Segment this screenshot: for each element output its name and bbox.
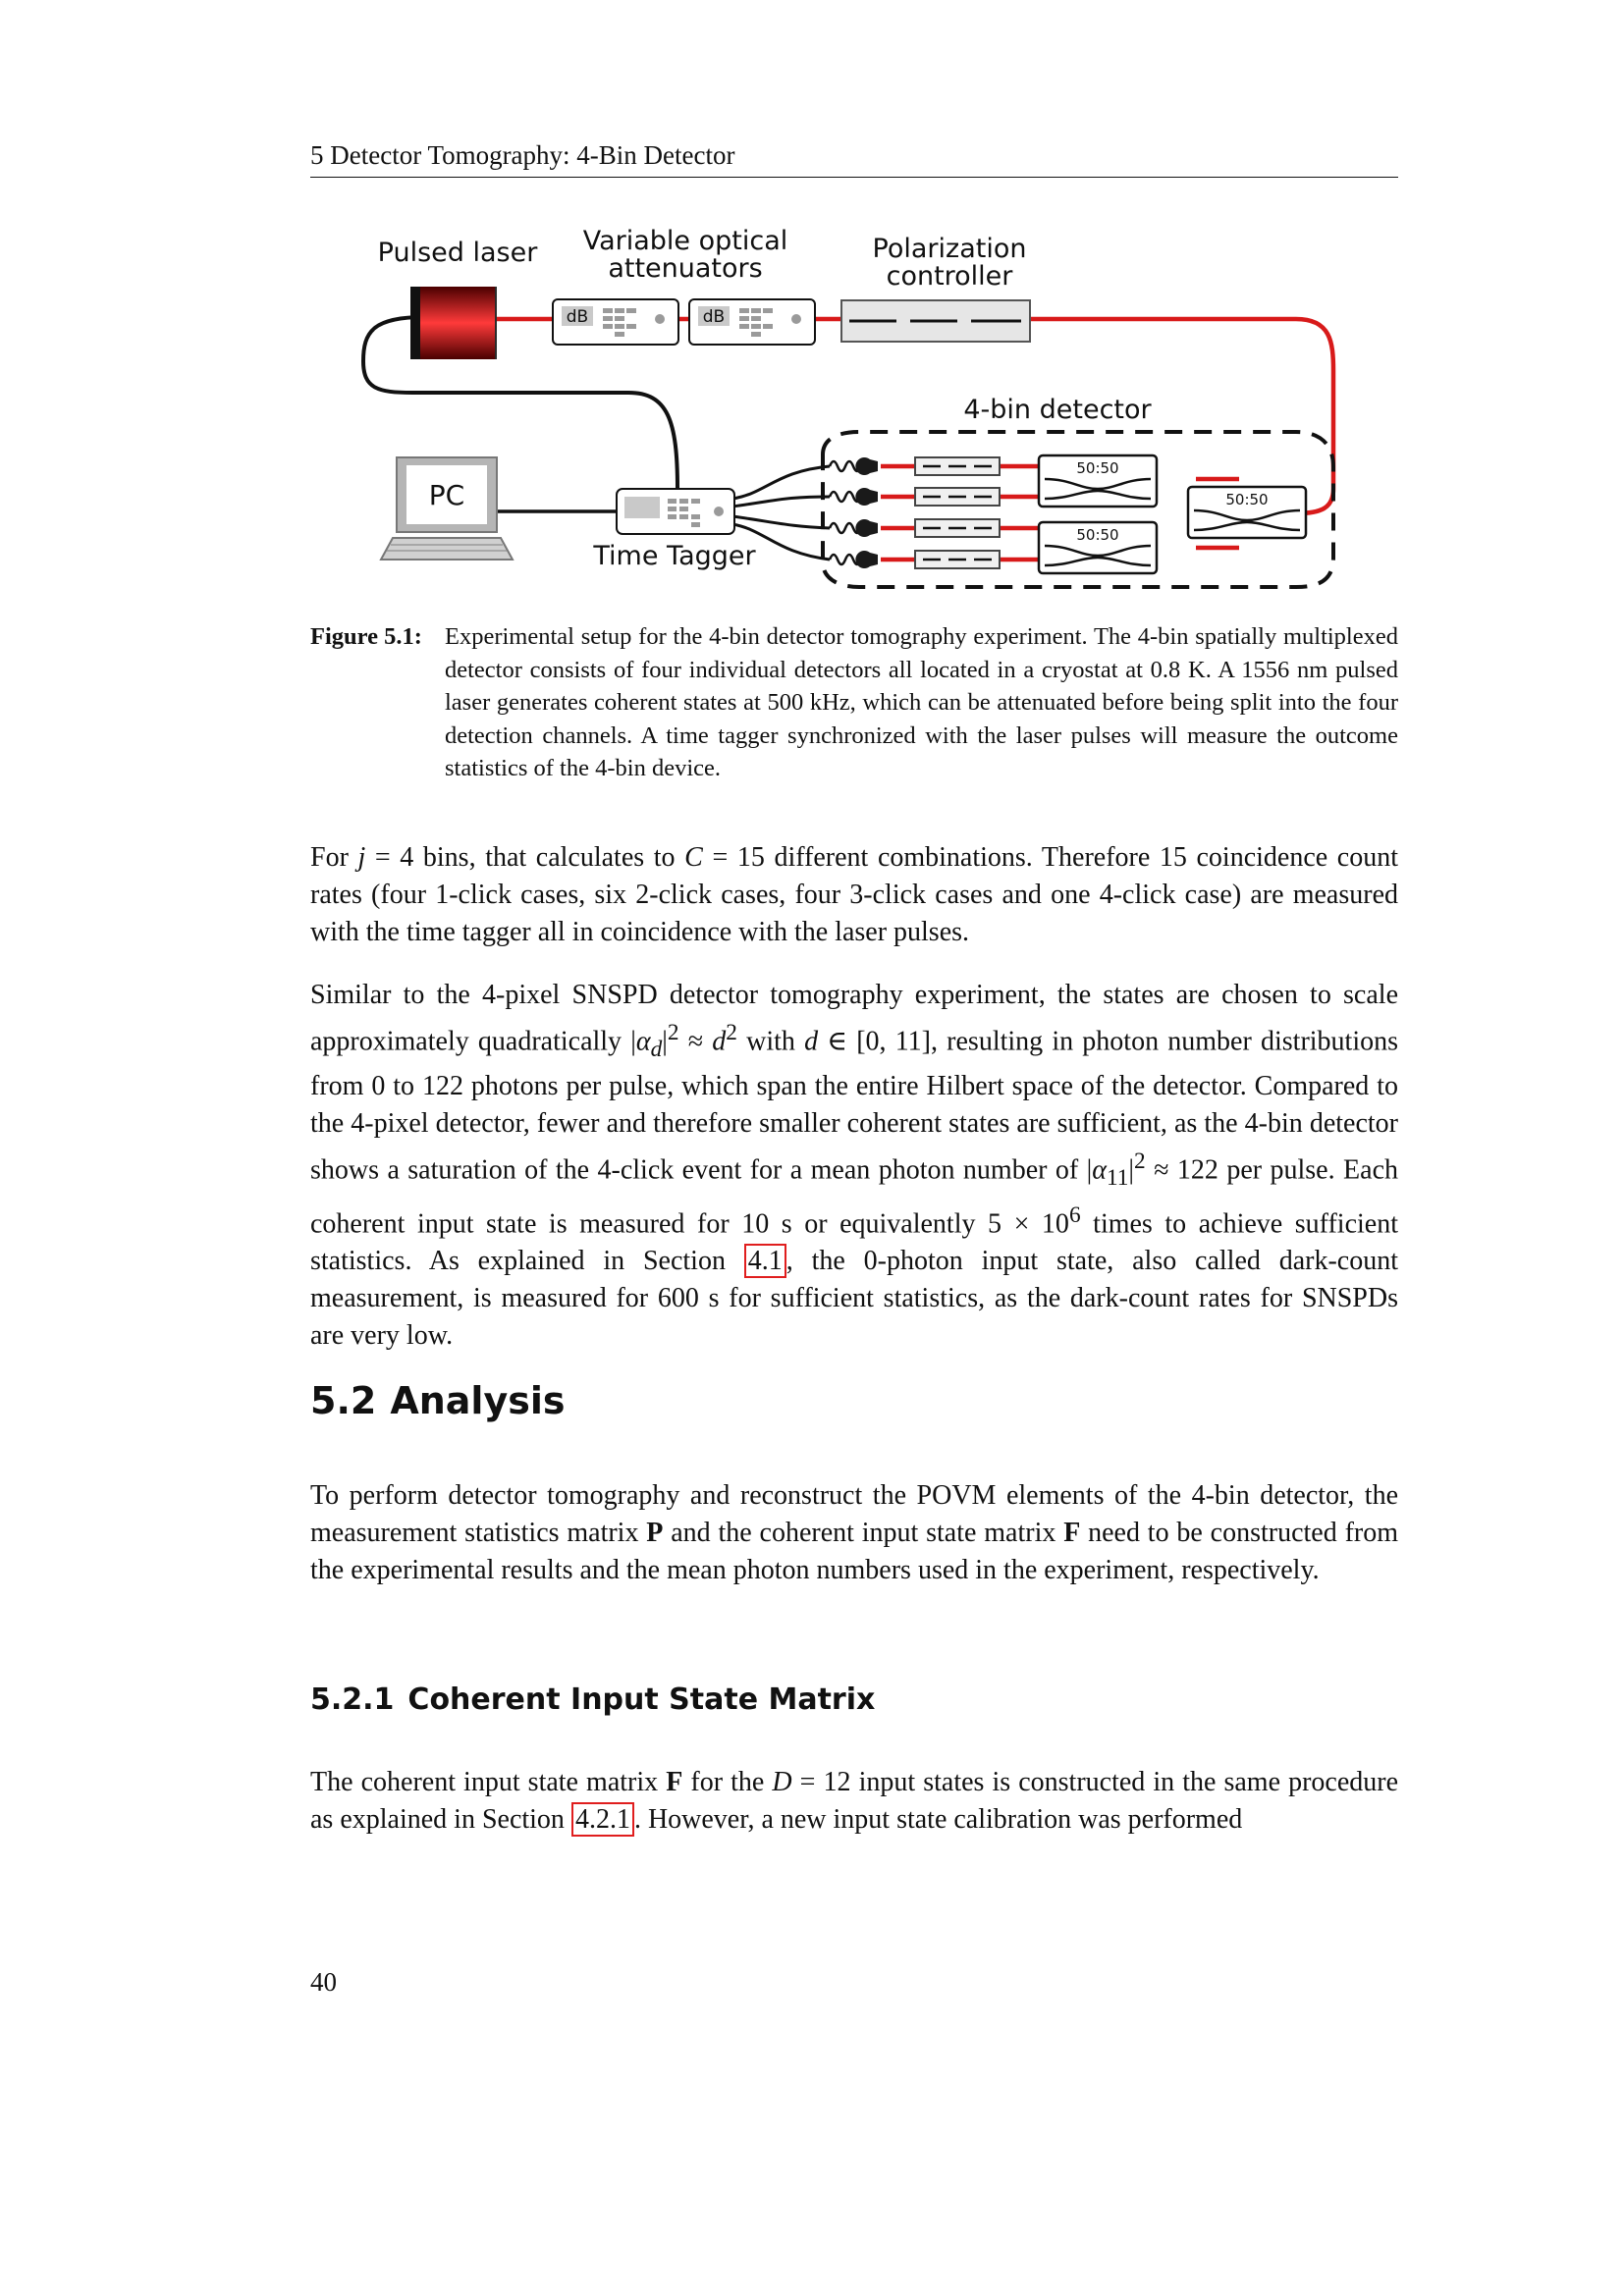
page-number: 40	[310, 1967, 337, 1997]
section-heading-5-2-1: 5.2.1 Coherent Input State Matrix	[310, 1682, 876, 1717]
splitter-2-ratio: 50:50	[1076, 526, 1119, 544]
label-attenuators-1: Variable optical	[582, 226, 788, 256]
section-heading-5-2: 5.2 Analysis	[310, 1379, 566, 1422]
paragraph-analysis: To perform detector tomography and reconstruct the POVM elements of the 4-bin detector, the measurement statistics matrix P and the coherent input state matrix F need to be constructed from the experimental results and the mean photon numbers used in the experiment, respectively.	[310, 1480, 1398, 1585]
splitter-3	[1188, 487, 1306, 538]
section-link-4-1[interactable]: 4.1	[744, 1244, 786, 1278]
splitter-3-ratio: 50:50	[1225, 491, 1269, 508]
polarization-controller	[841, 300, 1030, 342]
splitter-2	[1039, 522, 1157, 573]
paragraph-combinations: For j = 4 bins, that calculates to C = 15 different combinations. Therefore 15 coincidence count rates (four 1-click cases, six 2-click cases, four 3-click cases and one 4-click case) are measured with the time tagger all in coincidence with the laser pulses.	[310, 842, 1398, 947]
attenuator-2	[689, 299, 815, 345]
attenuator-2-db: dB	[702, 307, 726, 327]
time-tagger	[592, 489, 756, 571]
running-title: 5 Detector Tomography: 4-Bin Detector	[310, 140, 735, 170]
running-header	[310, 133, 1398, 178]
label-polarization-2: controller	[886, 261, 1013, 292]
time-tagger-label: Time Tagger	[593, 541, 756, 571]
pulsed-laser	[410, 287, 497, 359]
splitter-1	[1039, 455, 1157, 507]
section-link-4-2-1[interactable]: 4.2.1	[571, 1802, 634, 1837]
fiber-delay-components	[915, 457, 1000, 568]
pc-label: PC	[428, 479, 465, 511]
paragraph-input-state-matrix: The coherent input state matrix F for the D = 12 input states is constructed in the same procedure as explained in Section 4.2.1 . However, a new input state calibration was performed	[310, 1767, 1398, 1835]
splitter-1-ratio: 50:50	[1076, 459, 1119, 477]
label-attenuators-2: attenuators	[608, 253, 763, 284]
label-pulsed-laser: Pulsed laser	[377, 238, 538, 268]
attenuator-1	[553, 299, 678, 345]
figure-caption	[310, 620, 1398, 785]
paragraph-states: Similar to the 4-pixel SNSPD detector tomography experiment, the states are chosen to scale approximately quadratically $|\alpha_d|^2 \approx d^2$ with d ∈ [0, 11], resulting in photon number distributions from 0 to 122 photons per pulse, which span the entire Hilbert space of the detector. Compared to the 4-pixel detector, fewer and therefore smaller coherent states are sufficient, as the 4-bin detector shows a saturation of the 4-click event for a mean photon number of $|\alpha_{11}|^2 \approx 122$ per pulse. Each coherent input state is measured for 10 s or equivalently $5 \times 10^6$ times to achieve sufficient statistics. As explained in Section 4.1 , the 0-photon input state, also called dark-count measurement, is measured for 600 s for sufficient statistics, as the dark-count rates for SNSPDs are very low.	[310, 980, 1399, 1352]
attenuator-1-db: dB	[566, 307, 589, 327]
caption-text: Experimental setup for the 4-bin detector tomography experiment. The 4-bin spatially multiplexed detector consists of four individual detectors all located in a cryostat at 0.8 K. A 1556 nm pulsed laser generates coherent states at 500 kHz, which can be attenuated before being split into the four detection channels. A time tagger synchronized with the laser pulses will measure the outcome statistics of the 4-bin device.	[445, 623, 1398, 781]
experimental-setup-figure	[353, 214, 1355, 607]
setup-diagram	[353, 214, 1355, 607]
caption-label: Figure 5.1:	[310, 623, 422, 650]
detector-pixels	[830, 457, 878, 568]
label-4bin-detector: 4-bin detector	[963, 395, 1152, 425]
pc	[381, 457, 513, 560]
label-polarization-1: Polarization	[872, 234, 1027, 264]
